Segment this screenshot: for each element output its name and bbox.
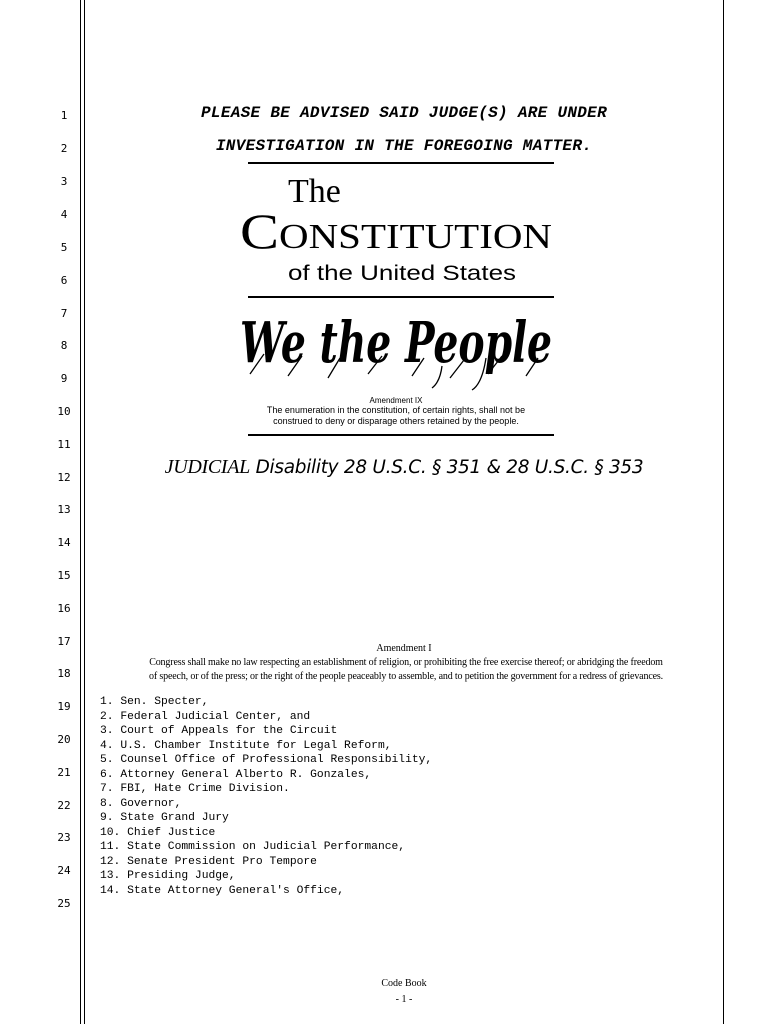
line-number: 22 <box>57 799 71 812</box>
graphic-subtitle: of the United States <box>288 262 516 285</box>
line-number: 21 <box>57 766 71 779</box>
recipient-item: 3. Court of Appeals for the Circuit <box>100 725 338 737</box>
line-number: 9 <box>60 372 68 385</box>
recipient-item: 13. Presiding Judge, <box>100 870 236 882</box>
line-number: 3 <box>60 175 68 188</box>
judicial-heading-lead: JUDICIAL <box>164 456 250 478</box>
line-number: 18 <box>57 667 71 680</box>
constitution-graphic <box>236 162 556 438</box>
amendment-ix-line-2: construed to deny or disparage others retained by the people. <box>273 416 519 426</box>
recipient-item: 2. Federal Judicial Center, and <box>100 710 311 723</box>
recipient-item: 8. Governor, <box>100 797 182 810</box>
amendment-i-text-line-2: of speech, or of the press; or the right of the people peaceably to assemble, and to petition the government for a redress of grievances. <box>149 671 663 682</box>
graphic-preamble-script: We the People <box>240 310 552 376</box>
line-number: 16 <box>57 602 71 615</box>
advisory-line-1: PLEASE BE ADVISED SAID JUDGE(S) ARE UNDER <box>201 104 607 122</box>
judicial-disability-heading <box>96 456 712 479</box>
line-number: 11 <box>57 438 71 451</box>
recipient-item: 11. State Commission on Judicial Performance, <box>100 841 406 853</box>
line-number: 20 <box>57 733 71 746</box>
advisory-line-2: INVESTIGATION IN THE FOREGOING MATTER. <box>215 137 593 155</box>
line-number: 5 <box>60 241 68 254</box>
line-number: 8 <box>60 339 68 352</box>
line-number: 15 <box>57 569 71 582</box>
recipient-list <box>100 695 432 898</box>
judicial-heading-rest: Disability 28 U.S.C. § 351 & 28 U.S.C. § 353 <box>255 457 644 478</box>
right-margin-rule <box>723 0 724 1024</box>
recipient-item: 10. Chief Justice <box>100 826 216 839</box>
recipient-item: 14. State Attorney General's Office, <box>100 884 345 897</box>
line-number: 6 <box>60 274 68 287</box>
left-margin-rule-outer <box>80 0 81 1024</box>
line-number: 25 <box>57 897 71 910</box>
footer-title: Code Book <box>381 978 427 989</box>
recipient-item: 6. Attorney General Alberto R. Gonzales, <box>100 768 372 781</box>
line-number: 12 <box>57 471 71 484</box>
line-number: 23 <box>57 831 71 844</box>
recipient-item: 7. FBI, Hate Crime Division. <box>100 783 290 795</box>
amendment-ix-heading: Amendment IX <box>369 396 423 405</box>
recipient-item: 9. State Grand Jury <box>100 812 229 824</box>
recipient-item: 4. U.S. Chamber Institute for Legal Reform, <box>100 739 392 752</box>
line-number: 2 <box>60 142 68 155</box>
line-number: 10 <box>57 405 71 418</box>
recipient-item: 5. Counsel Office of Professional Responsibility, <box>100 754 433 766</box>
amendment-i-text <box>100 656 712 684</box>
amendment-ix-line-1: The enumeration in the constitution, of certain rights, shall not be <box>266 405 526 415</box>
graphic-title-constitution: Constitution <box>240 203 552 259</box>
line-number: 24 <box>57 864 71 877</box>
line-number: 4 <box>60 208 68 221</box>
recipient-item: 1. Sen. Specter, <box>100 696 209 708</box>
line-number: 14 <box>57 536 71 549</box>
page-number: - 1 - <box>395 994 413 1005</box>
line-number: 13 <box>57 503 71 516</box>
line-number: 17 <box>57 635 71 648</box>
amendment-i-text-line-1: Congress shall make no law respecting an establishment of religion, or prohibiting the free exercise thereof; or abridging the freedom <box>149 657 663 668</box>
line-number: 1 <box>60 109 68 122</box>
line-number: 7 <box>60 307 68 320</box>
left-margin-rule-inner <box>84 0 85 1024</box>
amendment-i-title: Amendment I <box>376 643 432 654</box>
graphic-title-the: The <box>288 173 341 210</box>
recipient-item: 12. Senate President Pro Tempore <box>100 855 317 868</box>
line-number: 19 <box>57 700 71 713</box>
